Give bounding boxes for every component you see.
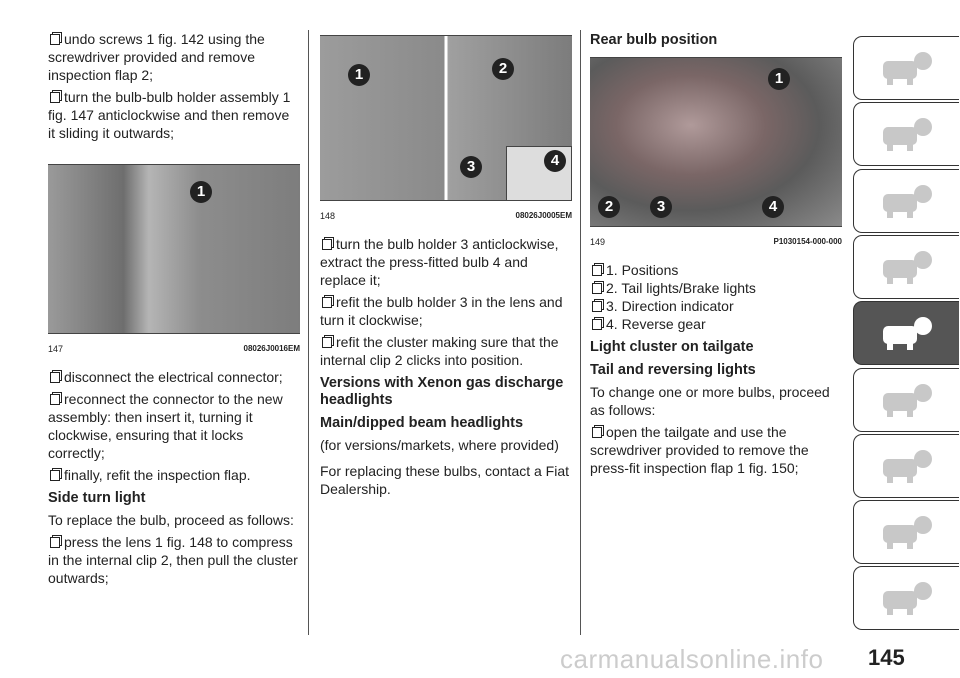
- callout: 1: [768, 68, 790, 90]
- index-icon: [877, 577, 937, 619]
- column-3: [590, 30, 842, 481]
- paragraph: To change one or more bulbs, proceed as follows:: [590, 384, 830, 418]
- warning-lights-icon: [877, 113, 937, 155]
- chapter-tab-car-info[interactable]: [853, 36, 959, 100]
- bullet: finally, refit the inspection flap.: [48, 466, 300, 484]
- section-heading: Side turn light: [48, 490, 146, 506]
- subsection-heading: Main/dipped beam headlights: [320, 415, 524, 431]
- callout: 2: [492, 58, 514, 80]
- list-item: 4. Reverse gear: [590, 315, 842, 333]
- figure-number: 149: [590, 237, 606, 247]
- bullet: open the tailgate and use the screwdriver provided to remove the press-fit inspection flap 1 fig. 150;: [590, 423, 842, 477]
- chapter-tab-car-maintenance[interactable]: [853, 368, 959, 432]
- paragraph: (for versions/markets, where provided): [320, 437, 559, 453]
- bullet: turn the bulb holder 3 anticlockwise, extract the press-fitted bulb 4 and replace it;: [320, 235, 572, 289]
- callout: 1: [348, 64, 370, 86]
- figure-147-image: [48, 164, 300, 334]
- figure-code: P1030154-000-000: [773, 237, 842, 246]
- section-heading: Light cluster on tailgate: [590, 339, 754, 355]
- multimedia-icon: [877, 511, 937, 553]
- chapter-tab-technical-data[interactable]: [853, 434, 959, 498]
- bullet: press the lens 1 fig. 148 to compress in the internal clip 2, then pull the cluster outwards;: [48, 533, 300, 587]
- column-1: [48, 30, 300, 591]
- car-maintenance-icon: [877, 379, 937, 421]
- key-steering-wheel-icon: [877, 246, 937, 288]
- figure-code: 08026J0005EM: [515, 211, 572, 220]
- callout: 4: [762, 196, 784, 218]
- callout: 4: [544, 150, 566, 172]
- figure-148-image: [320, 35, 572, 201]
- list-item: 3. Direction indicator: [590, 297, 842, 315]
- bullet: refit the bulb holder 3 in the lens and turn it clockwise;: [320, 293, 572, 329]
- section-heading: Versions with Xenon gas discharge headlights: [320, 375, 564, 408]
- bullet: refit the cluster making sure that the internal clip 2 clicks into position.: [320, 333, 572, 369]
- figure-caption: [590, 233, 842, 251]
- chapter-tab-index[interactable]: [853, 566, 959, 630]
- figure-number: 148: [320, 211, 336, 221]
- safety-airbag-icon: [877, 180, 937, 222]
- figure-number: 147: [48, 344, 64, 354]
- chapter-tab-emergency[interactable]: [853, 301, 959, 365]
- technical-data-icon: [877, 445, 937, 487]
- car-info-icon: [877, 47, 937, 89]
- callout: 2: [598, 196, 620, 218]
- figure-code: 08026J0016EM: [243, 344, 300, 353]
- callout: 1: [190, 181, 212, 203]
- bullet: reconnect the connector to the new assembly: then insert it, turning it clockwise, ensuring that it locks correctly;: [48, 390, 300, 462]
- figure-149-image: [590, 57, 842, 227]
- chapter-tab-warning-lights[interactable]: [853, 102, 959, 166]
- column-2: [320, 30, 572, 502]
- bullet: turn the bulb-bulb holder assembly 1 fig. 147 anticlockwise and then remove it sliding it outwards;: [48, 88, 300, 142]
- section-heading: Rear bulb position: [590, 32, 718, 48]
- figure-caption: [320, 207, 572, 225]
- subsection-heading: Tail and reversing lights: [590, 362, 756, 378]
- chapter-tab-multimedia[interactable]: [853, 500, 959, 564]
- paragraph: For replacing these bulbs, contact a Fiat Dealership.: [320, 463, 570, 497]
- bullet: disconnect the electrical connector;: [48, 368, 300, 386]
- emergency-icon: [877, 312, 937, 354]
- page-number: 145: [868, 645, 905, 670]
- callout: 3: [650, 196, 672, 218]
- column-divider: [580, 30, 581, 635]
- callout: 3: [460, 156, 482, 178]
- figure-caption: [48, 340, 300, 358]
- chapter-tab-safety-airbag[interactable]: [853, 169, 959, 233]
- list-item: 1. Positions: [590, 261, 842, 279]
- chapter-tab-key-steering-wheel[interactable]: [853, 235, 959, 299]
- list-item: 2. Tail lights/Brake lights: [590, 279, 842, 297]
- watermark: carmanualsonline.info: [560, 644, 824, 674]
- bullet: undo screws 1 fig. 142 using the screwdriver provided and remove inspection flap 2;: [48, 30, 300, 84]
- paragraph: To replace the bulb, proceed as follows:: [48, 512, 294, 528]
- column-divider: [308, 30, 309, 635]
